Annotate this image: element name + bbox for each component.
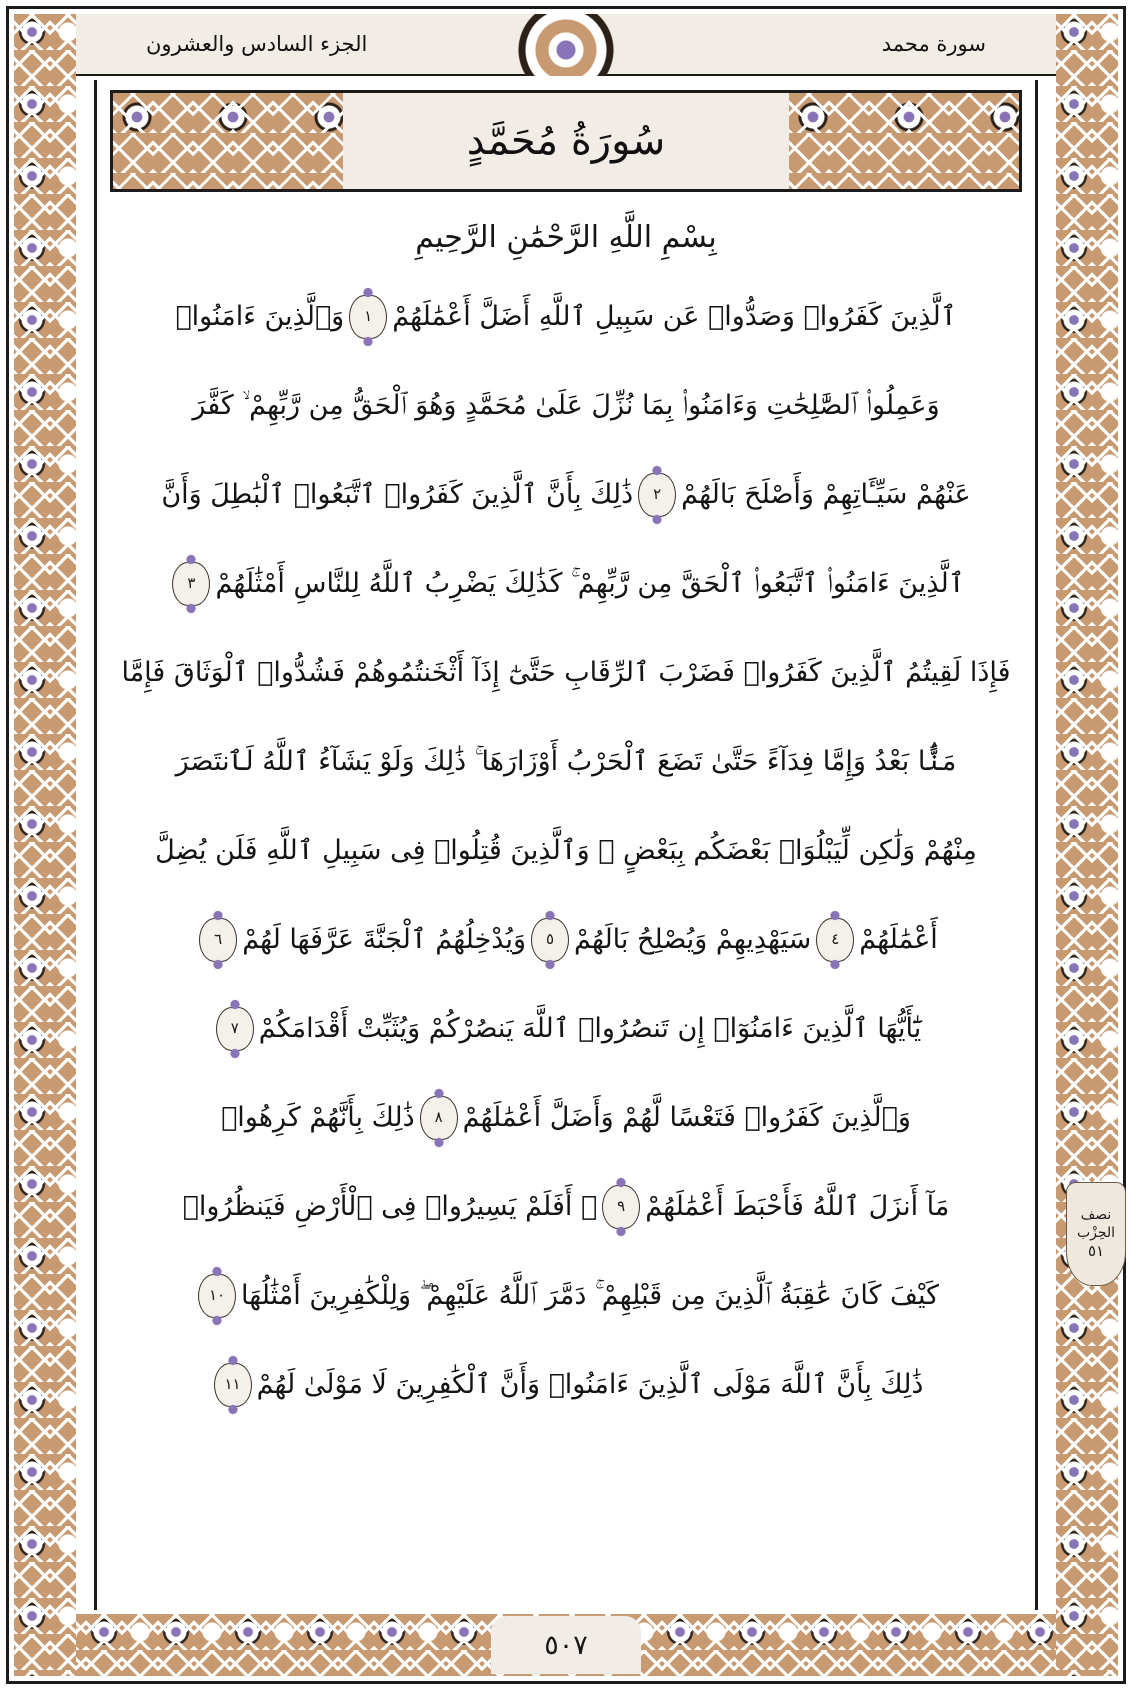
ayah-text-segment: سَيَهْدِيهِمْ وَيُصْلِحُ بَالَهُمْ xyxy=(574,923,812,955)
ayah-text-segment: ذَٰلِكَ بِأَنَّ ٱللَّهَ مَوْلَى ٱلَّذِينَ ءَامَنُوا۟ وَأَنَّ ٱلْكَٰفِرِينَ لَا مَوْلَىٰ لَهُمْ xyxy=(256,1368,924,1400)
surah-name-header: سورة محمد xyxy=(881,32,986,56)
ayah-line xyxy=(110,1251,1022,1340)
ayah-text-segment: ذَٰلِكَ بِأَنَّ ٱلَّذِينَ كَفَرُوا۟ ٱتَّبَعُوا۟ ٱلْبَٰطِلَ وَأَنَّ xyxy=(161,478,634,510)
banner-ornament-left xyxy=(113,93,343,189)
ayah-text-segment: عَنْهُمْ سَيِّـَٔاتِهِمْ وَأَصْلَحَ بَالَهُمْ xyxy=(681,478,971,510)
ayah-text-segment: يَٰٓأَيُّهَا ٱلَّذِينَ ءَامَنُوٓا۟ إِن تَنصُرُوا۟ ٱللَّهَ يَنصُرْكُمْ وَيُثَبِّتْ أَقْدَامَكُمْ xyxy=(258,1012,922,1044)
ayah-line-text xyxy=(116,745,1016,779)
text-panel xyxy=(76,76,1056,1614)
ayah-line xyxy=(110,539,1022,628)
ornamental-border-right xyxy=(1056,14,1118,1676)
basmala-text: بِسْمِ اللَّهِ الرَّحْمَٰنِ الرَّحِيمِ xyxy=(415,219,717,255)
ayah-number-marker: ٣ xyxy=(172,562,210,606)
ayah-number-marker: ٨ xyxy=(420,1096,458,1140)
page-number-text: ٥٠٧ xyxy=(544,1629,588,1661)
ayah-text-segment: وَعَمِلُوا۟ ٱلصَّٰلِحَٰتِ وَءَامَنُوا۟ بِمَا نُزِّلَ عَلَىٰ مُحَمَّدٍ وَهُوَ ٱلْحَقُّ مِن رَّبِّهِمْ ۙ كَفَّرَ xyxy=(192,389,940,421)
banner-ornament-right xyxy=(789,93,1019,189)
ayah-number-marker: ١ xyxy=(349,295,387,339)
ayah-line-text xyxy=(116,473,1016,517)
ayah-text-segment: ٱلَّذِينَ ءَامَنُوا۟ ٱتَّبَعُوا۟ ٱلْحَقَّ مِن رَّبِّهِمْ ۚ كَذَٰلِكَ يَضْرِبُ ٱللَّهُ لِلنَّاسِ أَمْثَٰلَهُمْ xyxy=(215,567,965,599)
ayah-line xyxy=(110,361,1022,450)
ayah-number-marker: ٩ xyxy=(602,1185,640,1229)
ayah-text-segment: وَٱلَّذِينَ كَفَرُوا۟ فَتَعْسًا لَّهُمْ وَأَضَلَّ أَعْمَٰلَهُمْ xyxy=(462,1101,911,1133)
ayah-text-segment: مَآ أَنزَلَ ٱللَّهُ فَأَحْبَطَ أَعْمَٰلَهُمْ xyxy=(645,1190,950,1222)
ayah-line xyxy=(110,1162,1022,1251)
surah-title-banner xyxy=(110,90,1022,192)
ayah-line xyxy=(110,272,1022,361)
ayah-number-marker: ٦ xyxy=(199,918,237,962)
page-number-cartouche xyxy=(491,1616,641,1674)
ayah-line xyxy=(110,717,1022,806)
surah-title-text: سُورَةُ مُحَمَّدٍ xyxy=(466,118,666,164)
ayah-line xyxy=(110,895,1022,984)
ayah-number-marker: ٤ xyxy=(816,918,854,962)
ayah-text-segment: كَيْفَ كَانَ عَٰقِبَةُ ٱلَّذِينَ مِن قَبْلِهِمْ ۚ دَمَّرَ ٱللَّهُ عَلَيْهِمْ ۖ وَلِلْكَٰفِرِينَ أَمْثَٰلُهَا xyxy=(241,1279,939,1311)
ayah-number-marker: ٥ xyxy=(531,918,569,962)
ornamental-border-left xyxy=(14,14,76,1676)
ayah-line-text xyxy=(116,389,1016,423)
ayah-line-text xyxy=(116,295,1016,339)
ayah-number-marker: ٢ xyxy=(638,473,676,517)
ayah-number-marker: ١٠ xyxy=(198,1274,236,1318)
ayah-line-text xyxy=(116,562,1016,606)
page-header xyxy=(76,14,1056,76)
ayah-text-segment: مَنًّۢا بَعْدُ وَإِمَّا فِدَآءً حَتَّىٰ تَضَعَ ٱلْحَرْبُ أَوْزَارَهَا ۚ ذَٰلِكَ وَلَوْ يَشَآءُ ٱللَّهُ لَٱنتَصَرَ xyxy=(175,745,957,777)
ayah-line-text xyxy=(116,918,1016,962)
ayah-text-segment: مِنْهُمْ وَلَٰكِن لِّيَبْلُوَا۟ بَعْضَكُم بِبَعْضٍ ۗ وَٱلَّذِينَ قُتِلُوا۟ فِى سَبِيلِ ٱللَّهِ فَلَن يُضِلَّ xyxy=(155,834,977,866)
ayah-line-text xyxy=(116,1007,1016,1051)
juz-name-header: الجزء السادس والعشرون xyxy=(146,32,368,56)
ayah-line-text xyxy=(116,1096,1016,1140)
ayah-line-text xyxy=(116,834,1016,868)
ayah-text-segment: فَإِذَا لَقِيتُمُ ٱلَّذِينَ كَفَرُوا۟ فَضَرْبَ ٱلرِّقَابِ حَتَّىٰٓ إِذَآ أَثْخَنتُمُوهُمْ فَشُدُّوا۟ ٱلْوَثَاقَ فَإِمَّا xyxy=(121,656,1011,688)
ayah-line xyxy=(110,806,1022,895)
hizb-marker-line2: الحِزْب xyxy=(1076,1225,1116,1242)
ayah-line-text xyxy=(116,1274,1016,1318)
basmala-row xyxy=(116,204,1016,270)
ayah-text-segment: ذَٰلِكَ بِأَنَّهُمْ كَرِهُوا۟ xyxy=(221,1101,415,1133)
ayah-line xyxy=(110,1073,1022,1162)
ayah-line-text xyxy=(116,1185,1016,1229)
ayah-line-text xyxy=(116,1363,1016,1407)
hizb-marker-number: ٥١ xyxy=(1087,1242,1105,1261)
ayah-number-marker: ٧ xyxy=(216,1007,254,1051)
surah-title-cartouche xyxy=(421,93,712,189)
ayah-number-marker: ١١ xyxy=(214,1363,252,1407)
ayah-text-segment: أَعْمَٰلَهُمْ xyxy=(859,923,938,955)
ayah-line-text xyxy=(116,656,1016,690)
ayah-text-segment: وَيُدْخِلُهُمُ ٱلْجَنَّةَ عَرَّفَهَا لَهُمْ xyxy=(242,923,527,955)
ayah-text-segment: ۞ أَفَلَمْ يَسِيرُوا۟ فِى ٱلْأَرْضِ فَيَنظُرُوا۟ xyxy=(182,1190,598,1222)
ayah-text-segment: وَٱلَّذِينَ ءَامَنُوا۟ xyxy=(175,300,345,332)
ayah-line xyxy=(110,450,1022,539)
ayah-line xyxy=(110,984,1022,1073)
ayah-text-segment: ٱلَّذِينَ كَفَرُوا۟ وَصَدُّوا۟ عَن سَبِيلِ ٱللَّهِ أَضَلَّ أَعْمَٰلَهُمْ xyxy=(392,300,957,332)
hizb-marker-line1: نصف xyxy=(1080,1207,1112,1224)
ayah-line xyxy=(110,1340,1022,1429)
ayah-lines-container xyxy=(110,272,1022,1580)
hizb-marker xyxy=(1066,1182,1126,1286)
ayah-line xyxy=(110,628,1022,717)
